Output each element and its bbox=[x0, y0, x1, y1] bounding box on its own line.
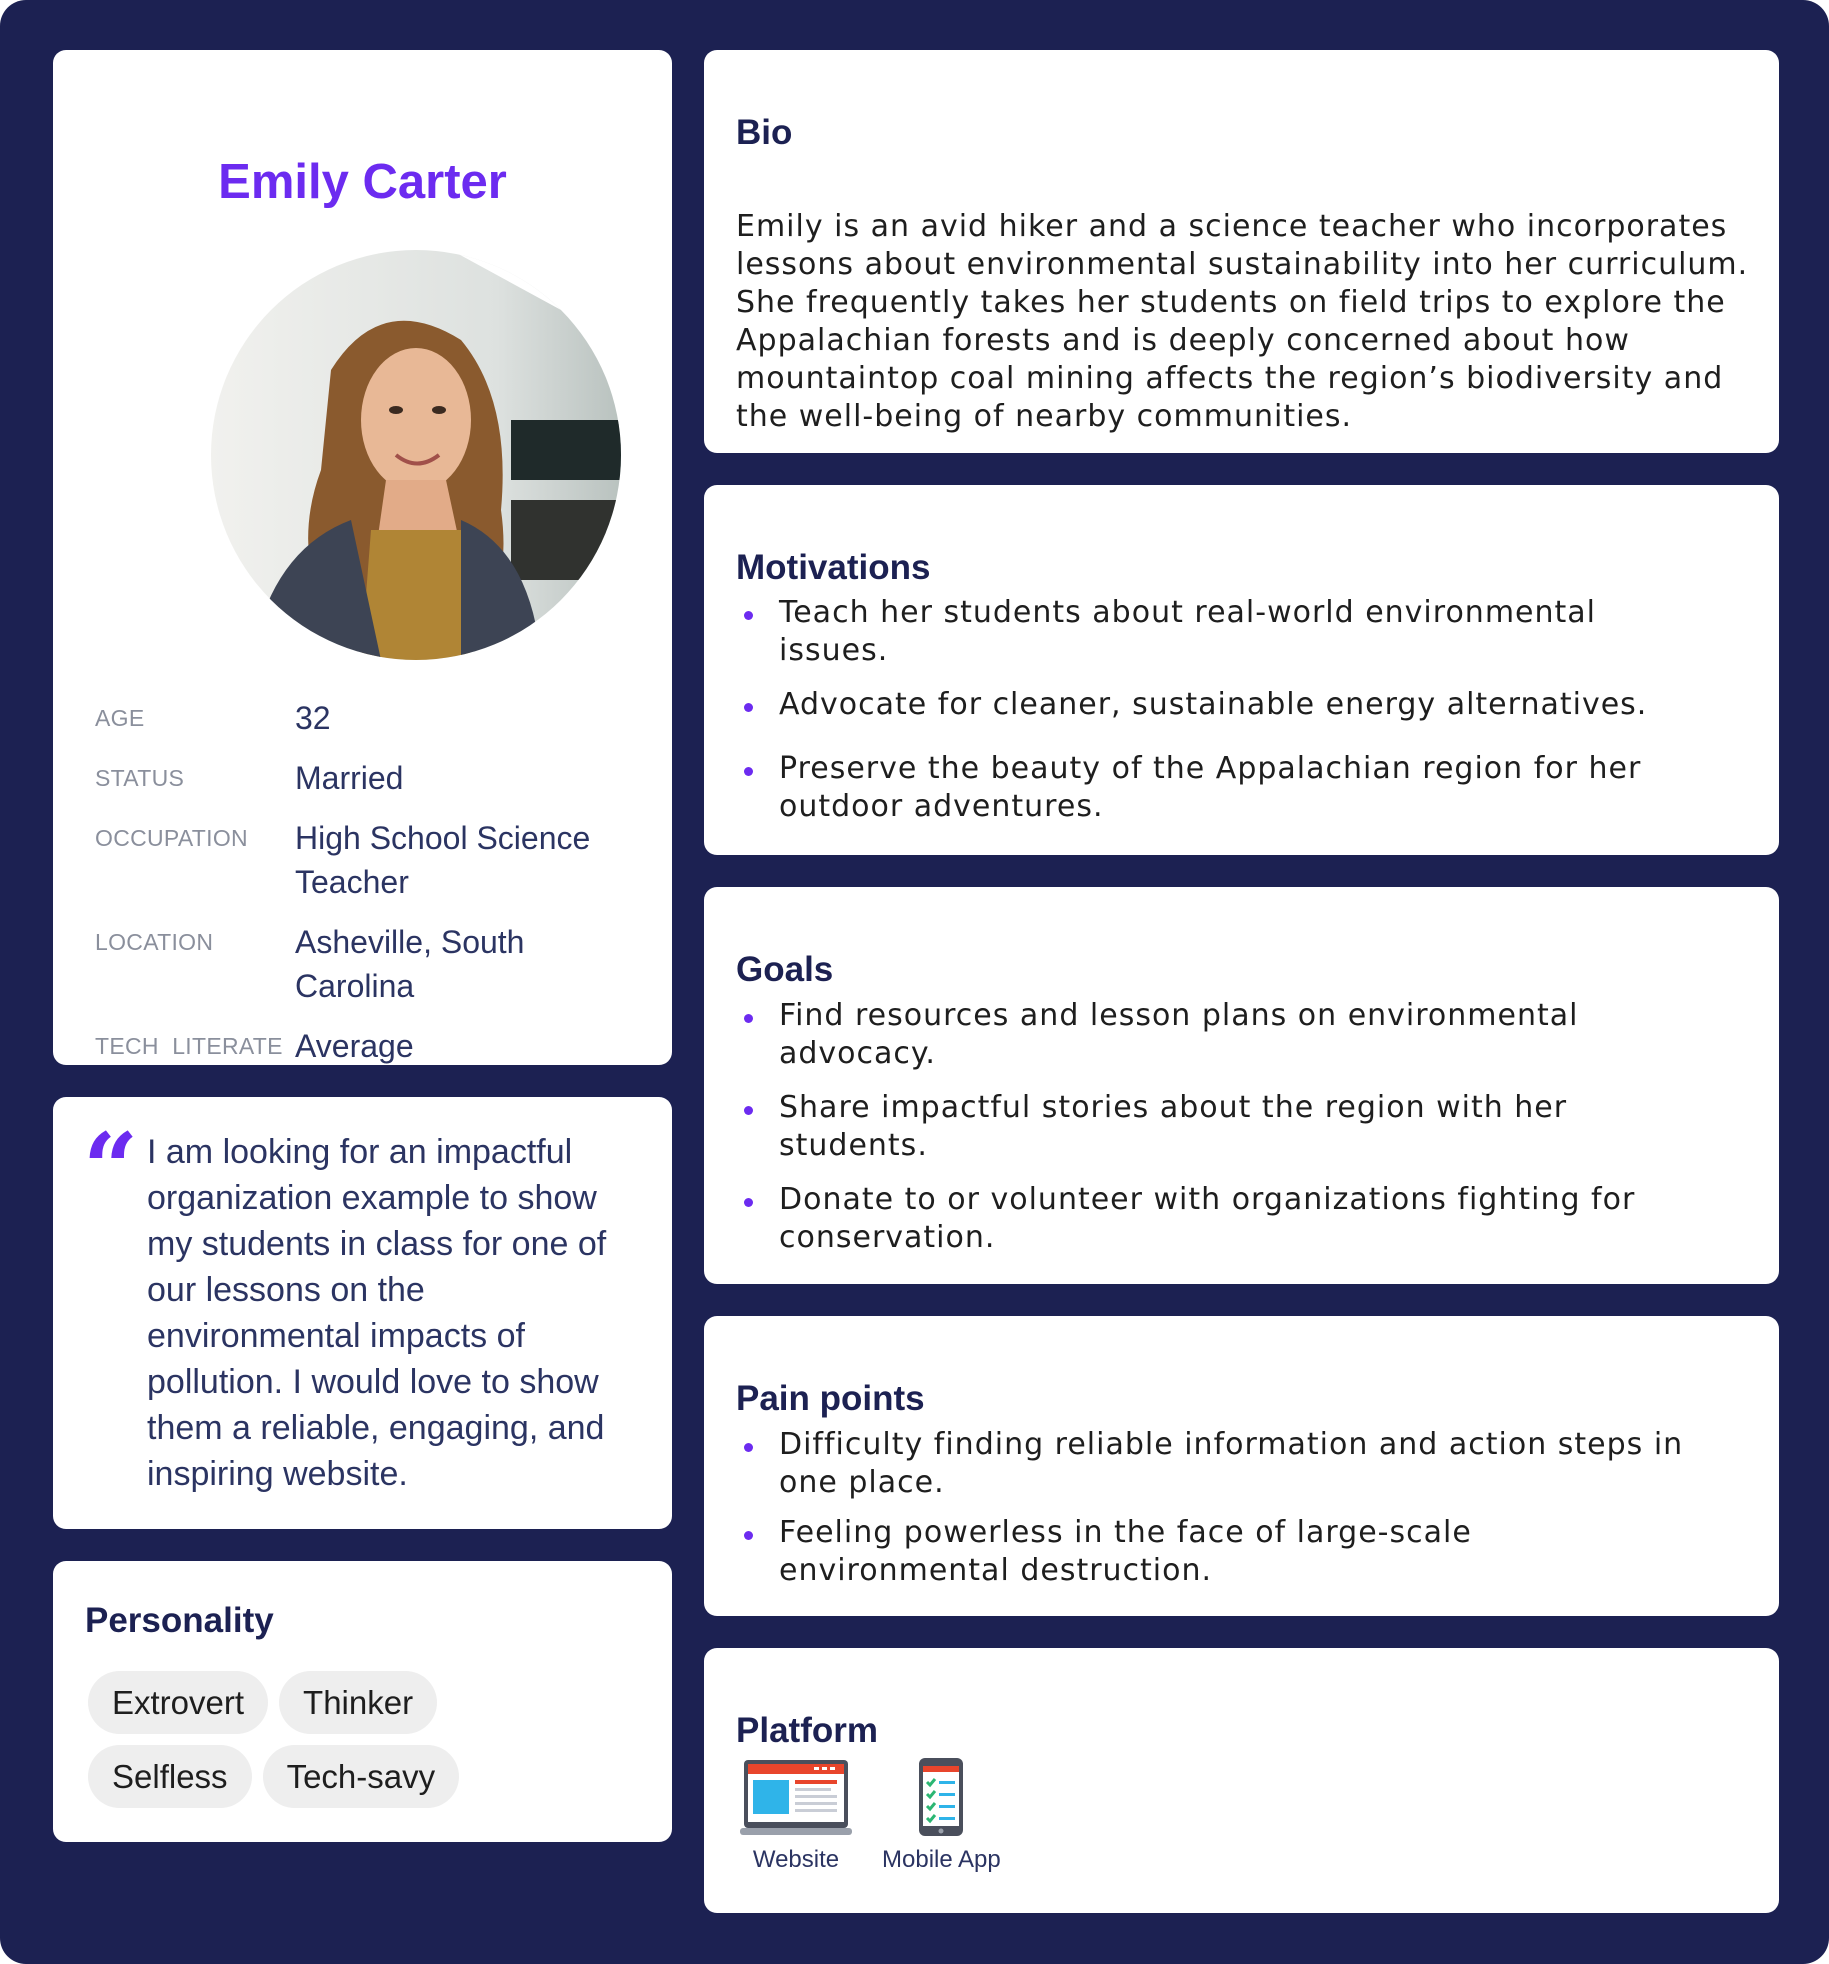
quote-text: I am looking for an impactful organization example to show my students in class for one of our lessons on the environmental impacts of pollution. I would love to show them a reliable, engaging, and inspiring website. bbox=[147, 1133, 607, 1493]
platform-card bbox=[704, 1648, 1779, 1913]
quote-card bbox=[53, 1097, 672, 1529]
platform-list bbox=[740, 1758, 1031, 1876]
bullet-icon bbox=[744, 1014, 753, 1023]
fact-status bbox=[95, 756, 655, 800]
bullet-icon bbox=[744, 767, 753, 776]
goals-title: Goals bbox=[736, 950, 834, 989]
quote-mark-icon: “ bbox=[83, 1112, 139, 1225]
platform-mobile-app bbox=[882, 1758, 1001, 1876]
fact-tech-literate bbox=[95, 1024, 655, 1068]
bio-card bbox=[704, 50, 1779, 453]
bio-title: Bio bbox=[736, 113, 793, 152]
profile-card bbox=[53, 50, 672, 1065]
trait-chip: Selfless bbox=[88, 1745, 252, 1808]
persona-name: Emily Carter bbox=[218, 155, 507, 209]
fact-value: 32 bbox=[295, 700, 331, 736]
fact-occupation bbox=[95, 816, 655, 904]
bullet-icon bbox=[744, 703, 753, 712]
list-item bbox=[736, 997, 1679, 1073]
list-item bbox=[736, 594, 1679, 670]
bullet-icon bbox=[744, 611, 753, 620]
fact-value: Married bbox=[295, 760, 404, 796]
platform-website bbox=[740, 1758, 852, 1876]
bullet-icon bbox=[744, 1106, 753, 1115]
list-item-text: Donate to or volunteer with organizations fighting for conservation. bbox=[779, 1182, 1636, 1255]
goals-list bbox=[736, 997, 1746, 1273]
list-item-text: Difficulty finding reliable information and action steps in one place. bbox=[779, 1427, 1684, 1500]
platform-label: Mobile App bbox=[882, 1846, 1001, 1873]
profile-facts bbox=[95, 696, 655, 1084]
fact-label: TECH LITERATE bbox=[95, 1033, 283, 1059]
bio-text: Emily is an avid hiker and a science teacher who incorporates lessons about environmental sustainability into her curriculum. She frequently takes her students on field trips to explore the Appalachian forests and is deeply concerned about how mountaintop coal mining affects the region’s biodiversity and the well-being of nearby communities. bbox=[736, 209, 1749, 434]
list-item bbox=[736, 750, 1739, 826]
motivations-title: Motivations bbox=[736, 548, 931, 587]
fact-value: Asheville, South Carolina bbox=[295, 924, 525, 1004]
list-item bbox=[736, 1181, 1739, 1257]
list-item bbox=[736, 1514, 1639, 1590]
bullet-icon bbox=[744, 1198, 753, 1207]
list-item-text: Teach her students about real-world environmental issues. bbox=[779, 595, 1596, 668]
list-item bbox=[736, 1089, 1679, 1165]
fact-label: LOCATION bbox=[95, 929, 214, 955]
pain-points-list bbox=[736, 1426, 1746, 1606]
trait-chip: Thinker bbox=[279, 1671, 437, 1734]
list-item bbox=[736, 1426, 1746, 1502]
goals-card bbox=[704, 887, 1779, 1284]
fact-value: High School Science Teacher bbox=[295, 820, 591, 900]
trait-chip: Extrovert bbox=[88, 1671, 268, 1734]
fact-label: STATUS bbox=[95, 765, 185, 791]
list-item-text: Share impactful stories about the region with her students. bbox=[779, 1090, 1568, 1163]
personality-title: Personality bbox=[85, 1601, 274, 1640]
fact-label: AGE bbox=[95, 705, 145, 731]
trait-chip: Tech-savy bbox=[263, 1745, 460, 1808]
fact-value: Average bbox=[295, 1028, 414, 1064]
list-item-text: Advocate for cleaner, sustainable energy alternatives. bbox=[779, 687, 1648, 722]
pain-points-title: Pain points bbox=[736, 1379, 925, 1418]
mobile-app-icon bbox=[885, 1758, 997, 1838]
personality-traits bbox=[88, 1671, 648, 1819]
list-item-text: Find resources and lesson plans on environmental advocacy. bbox=[779, 998, 1579, 1071]
avatar bbox=[211, 250, 621, 660]
motivations-list bbox=[736, 594, 1746, 842]
list-item bbox=[736, 686, 1746, 724]
list-item-text: Preserve the beauty of the Appalachian region for her outdoor adventures. bbox=[779, 751, 1642, 824]
pain-points-card bbox=[704, 1316, 1779, 1616]
fact-location bbox=[95, 920, 655, 1008]
website-icon bbox=[740, 1758, 852, 1838]
bullet-icon bbox=[744, 1531, 753, 1540]
fact-age bbox=[95, 696, 655, 740]
platform-label: Website bbox=[752, 1846, 840, 1873]
fact-label: OCCUPATION bbox=[95, 825, 248, 851]
motivations-card bbox=[704, 485, 1779, 855]
list-item-text: Feeling powerless in the face of large-scale environmental destruction. bbox=[779, 1515, 1472, 1588]
personality-card bbox=[53, 1561, 672, 1842]
platform-title: Platform bbox=[736, 1711, 878, 1750]
bullet-icon bbox=[744, 1443, 753, 1452]
